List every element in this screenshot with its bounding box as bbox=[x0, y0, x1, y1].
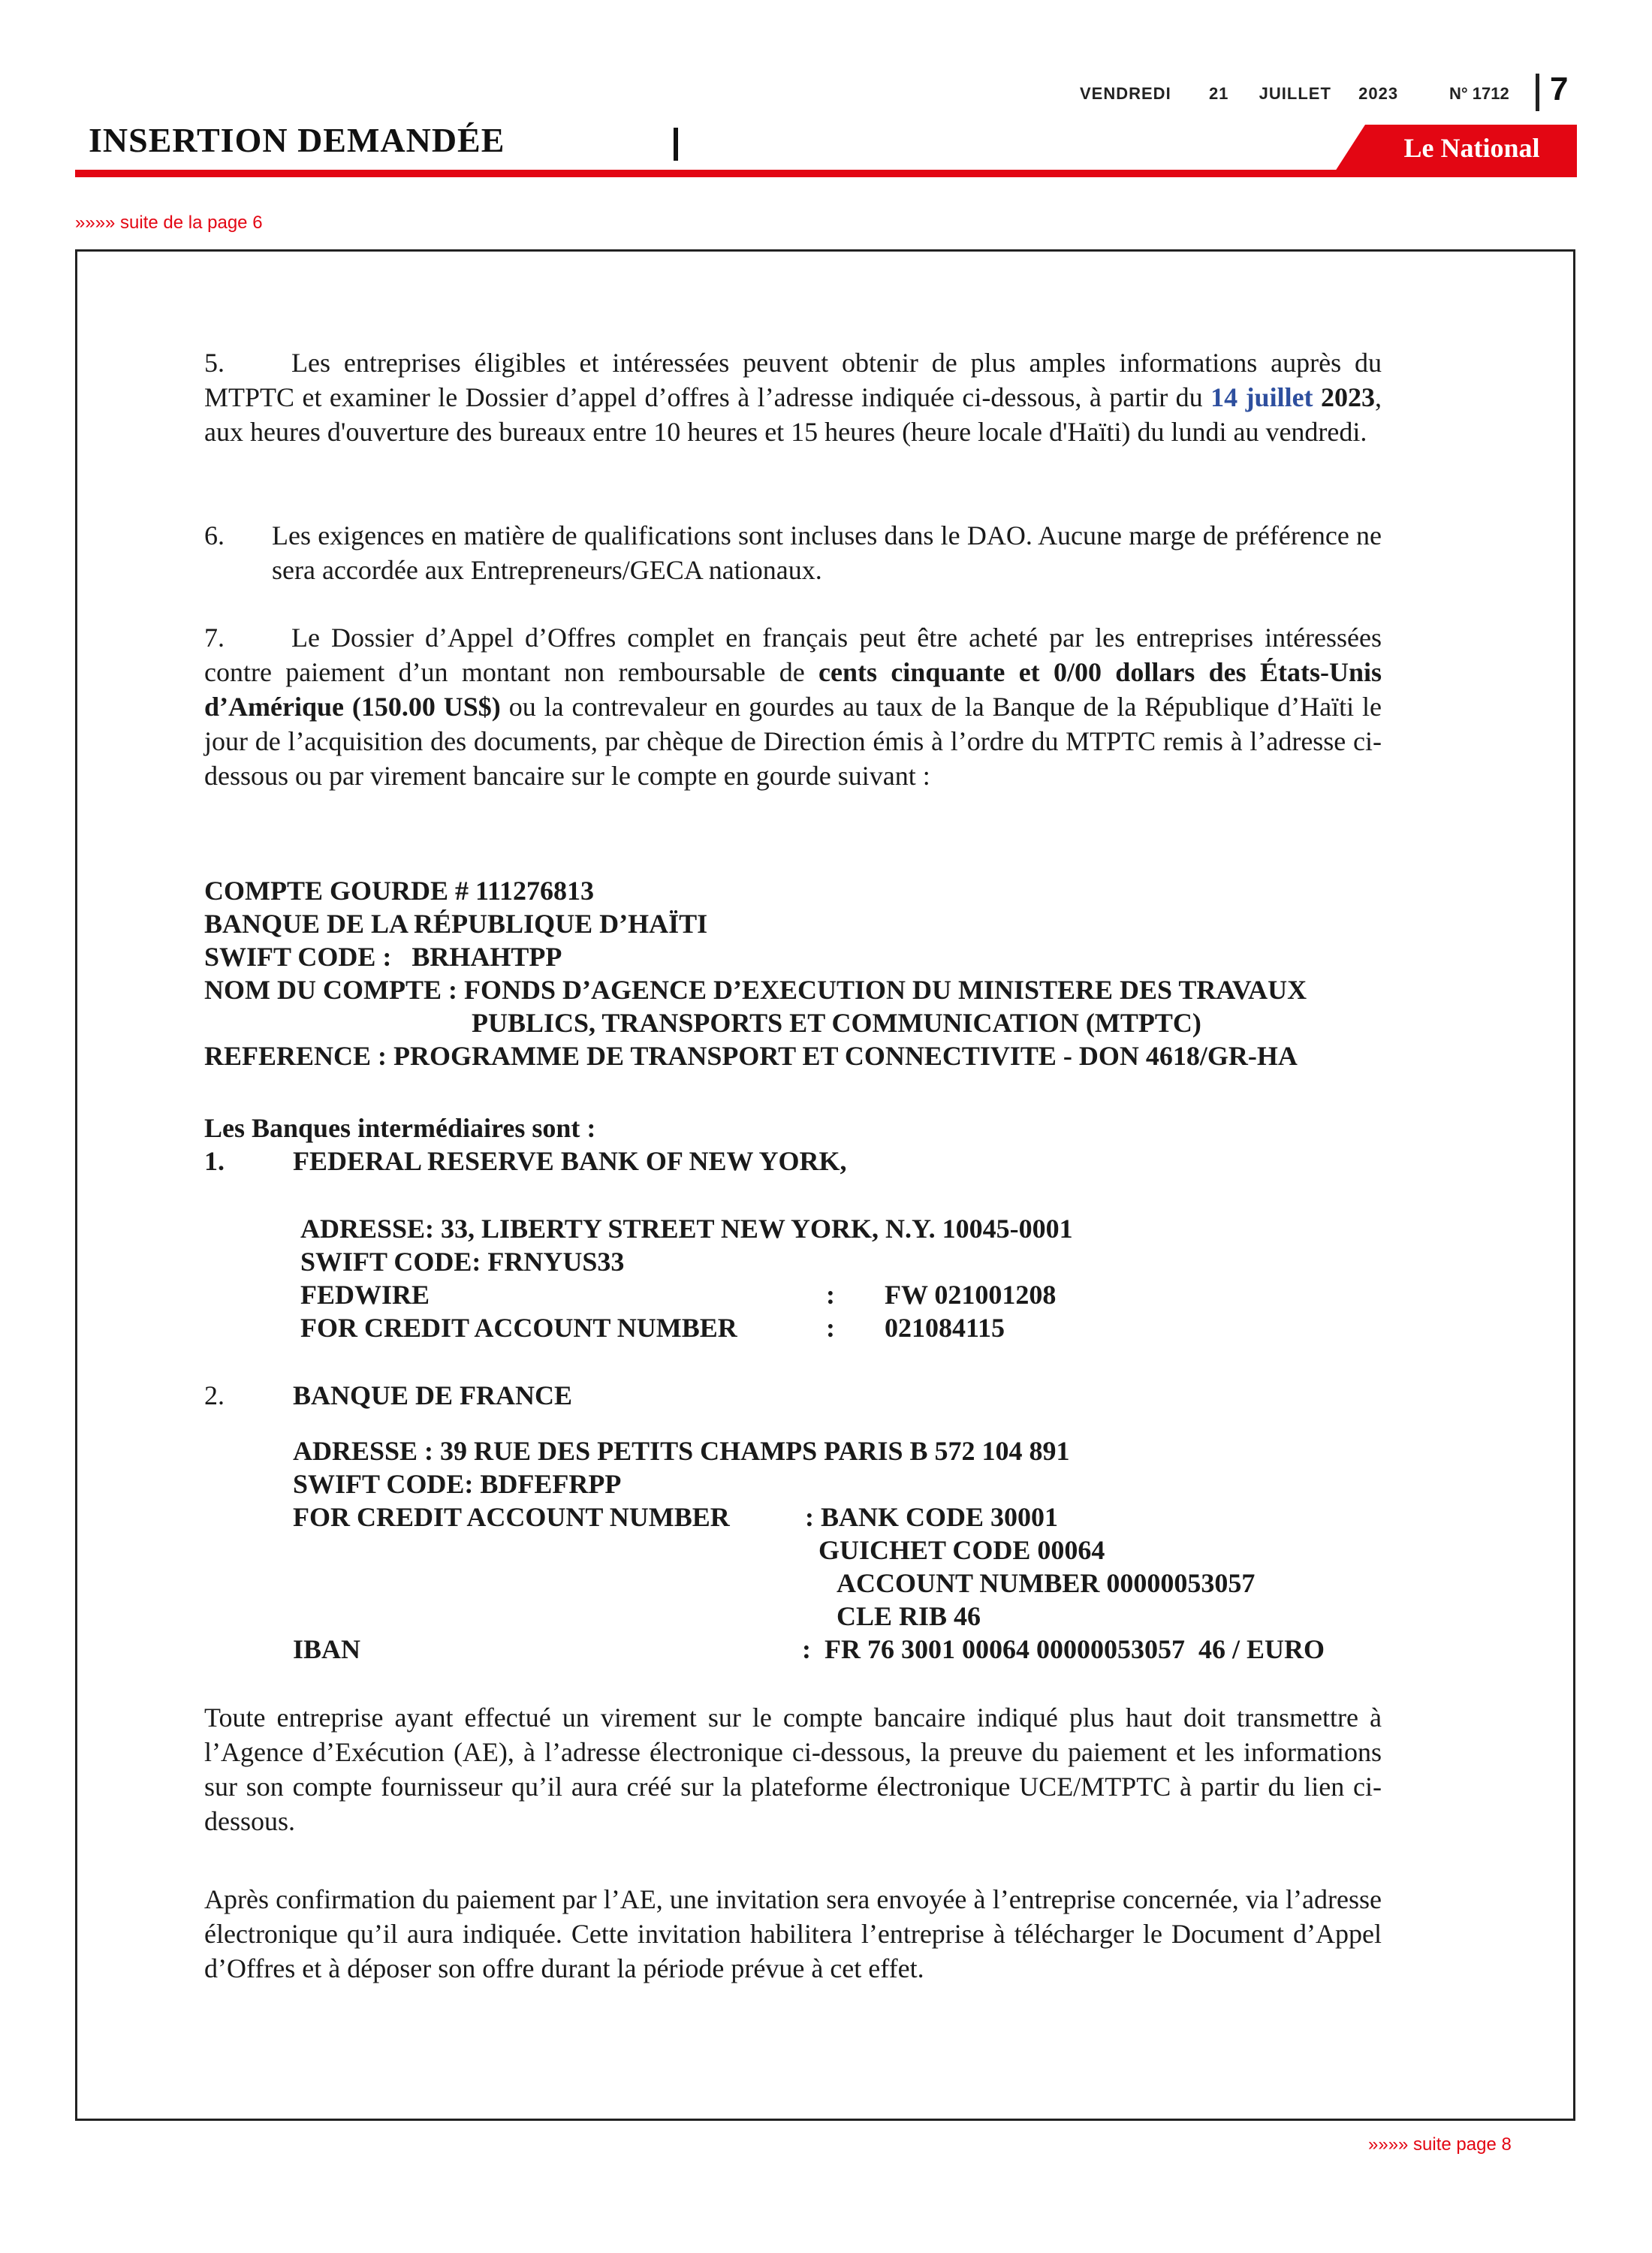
credit-account-value: 021084115 bbox=[885, 1313, 1005, 1343]
separator: : bbox=[826, 1280, 835, 1310]
paragraph-number: 6. bbox=[204, 520, 225, 550]
highlight-date: 14 juillet bbox=[1210, 382, 1313, 412]
day: 21 bbox=[1208, 84, 1229, 103]
paragraph-7 bbox=[204, 620, 1382, 793]
brand-logo: Le National bbox=[1403, 133, 1540, 163]
paragraph-text: Le Dossier d’Appel d’Offres complet en français peut être acheté par les entreprises intéressées contre paiement d’un montant non remboursable de bbox=[204, 623, 1382, 687]
fedwire-label: FEDWIRE bbox=[300, 1280, 430, 1310]
paragraph-transfer bbox=[204, 1700, 1382, 1838]
continued-from-link[interactable]: »»»» suite de la page 6 bbox=[75, 213, 263, 233]
page-number: 7 bbox=[1550, 71, 1569, 107]
highlight-year: 2023 bbox=[1313, 382, 1376, 412]
cle-rib: CLE RIB 46 bbox=[837, 1601, 981, 1631]
month: JUILLET bbox=[1259, 84, 1331, 103]
bank-address: ADRESSE : 39 RUE DES PETITS CHAMPS PARIS B 572 104 891 bbox=[293, 1436, 1070, 1466]
bank-swift: SWIFT CODE: BDFEFRPP bbox=[293, 1469, 622, 1499]
paragraph-text: ou la contrevaleur en gourdes au taux de la Banque de la République d’Haïti le jour de l’acquisition des documents, par chèque de Direction émis à l’ordre du MTPTC remis à l’adresse ci-dessous ou par virement bancaire sur le compte en gourde suivant : bbox=[204, 692, 1382, 791]
amount-bold: cents cinquante et 0/00 dollars des États-Unis d’Amérique (150.00 US$) bbox=[204, 657, 1382, 722]
account-line: BANQUE DE LA RÉPUBLIQUE D’HAÏTI bbox=[204, 909, 708, 939]
page-number-divider bbox=[1536, 74, 1539, 111]
paragraph-number: 5. bbox=[204, 348, 225, 378]
credit-account-label: FOR CREDIT ACCOUNT NUMBER bbox=[293, 1502, 730, 1532]
account-line: COMPTE GOURDE # 111276813 bbox=[204, 876, 595, 906]
list-number: 2. bbox=[204, 1380, 225, 1410]
paragraph-text: Les exigences en matière de qualifications sont incluses dans le DAO. Aucune marge de préférence ne sera accordée aux Entrepreneurs/GECA nationaux. bbox=[272, 520, 1382, 585]
header-rule bbox=[75, 170, 1577, 177]
account-line: REFERENCE : PROGRAMME DE TRANSPORT ET CONNECTIVITE - DON 4618/GR-HA bbox=[204, 1041, 1298, 1071]
account-number: ACCOUNT NUMBER 00000053057 bbox=[837, 1568, 1256, 1598]
paragraph-text: Les entreprises éligibles et intéressées peuvent obtenir de plus amples informations auprès du MTPTC et examiner le Dossier d’appel d’offres à l’adresse indiquée ci-dessous, à partir du bbox=[204, 348, 1382, 412]
bank-code: : BANK CODE 30001 bbox=[805, 1502, 1059, 1532]
separator: : bbox=[826, 1313, 835, 1343]
bank-name: FEDERAL RESERVE BANK OF NEW YORK, bbox=[293, 1146, 847, 1176]
paragraph-text: , aux heures d'ouverture des bureaux entre 10 heures et 15 heures (heure locale d'Haïti) du lundi au vendredi. bbox=[204, 382, 1382, 447]
guichet-code: GUICHET CODE 00064 bbox=[818, 1535, 1105, 1565]
weekday: VENDREDI bbox=[1080, 84, 1171, 103]
year: 2023 bbox=[1358, 84, 1399, 103]
iban-label: IBAN bbox=[293, 1634, 361, 1664]
account-line: NOM DU COMPTE : FONDS D’AGENCE D’EXECUTION DU MINISTERE DES TRAVAUX bbox=[204, 975, 1307, 1005]
section-title: INSERTION DEMANDÉE bbox=[89, 121, 505, 159]
bank-swift: SWIFT CODE: FRNYUS33 bbox=[300, 1247, 625, 1277]
list-number: 1. bbox=[204, 1146, 225, 1176]
continued-to-link[interactable]: »»»» suite page 8 bbox=[1368, 2134, 1512, 2155]
title-divider bbox=[674, 128, 678, 161]
banks-heading: Les Banques intermédiaires sont : bbox=[204, 1113, 596, 1143]
fedwire-value: FW 021001208 bbox=[885, 1280, 1057, 1310]
bank-address: ADRESSE: 33, LIBERTY STREET NEW YORK, N.Y. 10045-0001 bbox=[300, 1214, 1073, 1244]
paragraph-number: 7. bbox=[204, 623, 225, 653]
paragraph-5 bbox=[204, 345, 1382, 449]
account-line: SWIFT CODE : BRHAHTPP bbox=[204, 942, 562, 972]
bank-name: BANQUE DE FRANCE bbox=[293, 1380, 573, 1410]
account-line: PUBLICS, TRANSPORTS ET COMMUNICATION (MTPTC) bbox=[472, 1008, 1201, 1038]
issue-number: N° 1712 bbox=[1449, 84, 1509, 103]
paragraph-confirmation bbox=[204, 1882, 1382, 1986]
paragraph-6 bbox=[204, 518, 1382, 587]
paragraph-text: Toute entreprise ayant effectué un virement sur le compte bancaire indiqué plus haut doit transmettre à l’Agence d’Exécution (AE), à l’adresse électronique ci-dessous, la preuve du paiement et les informations sur son compte fournisseur qu’il aura créé sur la plateforme électronique UCE/MTPTC à partir du lien ci-dessous. bbox=[204, 1703, 1382, 1836]
iban-value: : FR 76 3001 00064 00000053057 46 / EURO bbox=[802, 1634, 1325, 1664]
paragraph-text: Après confirmation du paiement par l’AE, une invitation sera envoyée à l’entreprise concernée, via l’adresse électronique qu’il aura indiquée. Cette invitation habilitera l’entreprise à télécharger le Document d’Appel d’Offres et à déposer son offre durant la période prévue à cet effet. bbox=[204, 1884, 1382, 1983]
credit-account-label: FOR CREDIT ACCOUNT NUMBER bbox=[300, 1313, 737, 1343]
issue-date bbox=[1080, 84, 1398, 104]
